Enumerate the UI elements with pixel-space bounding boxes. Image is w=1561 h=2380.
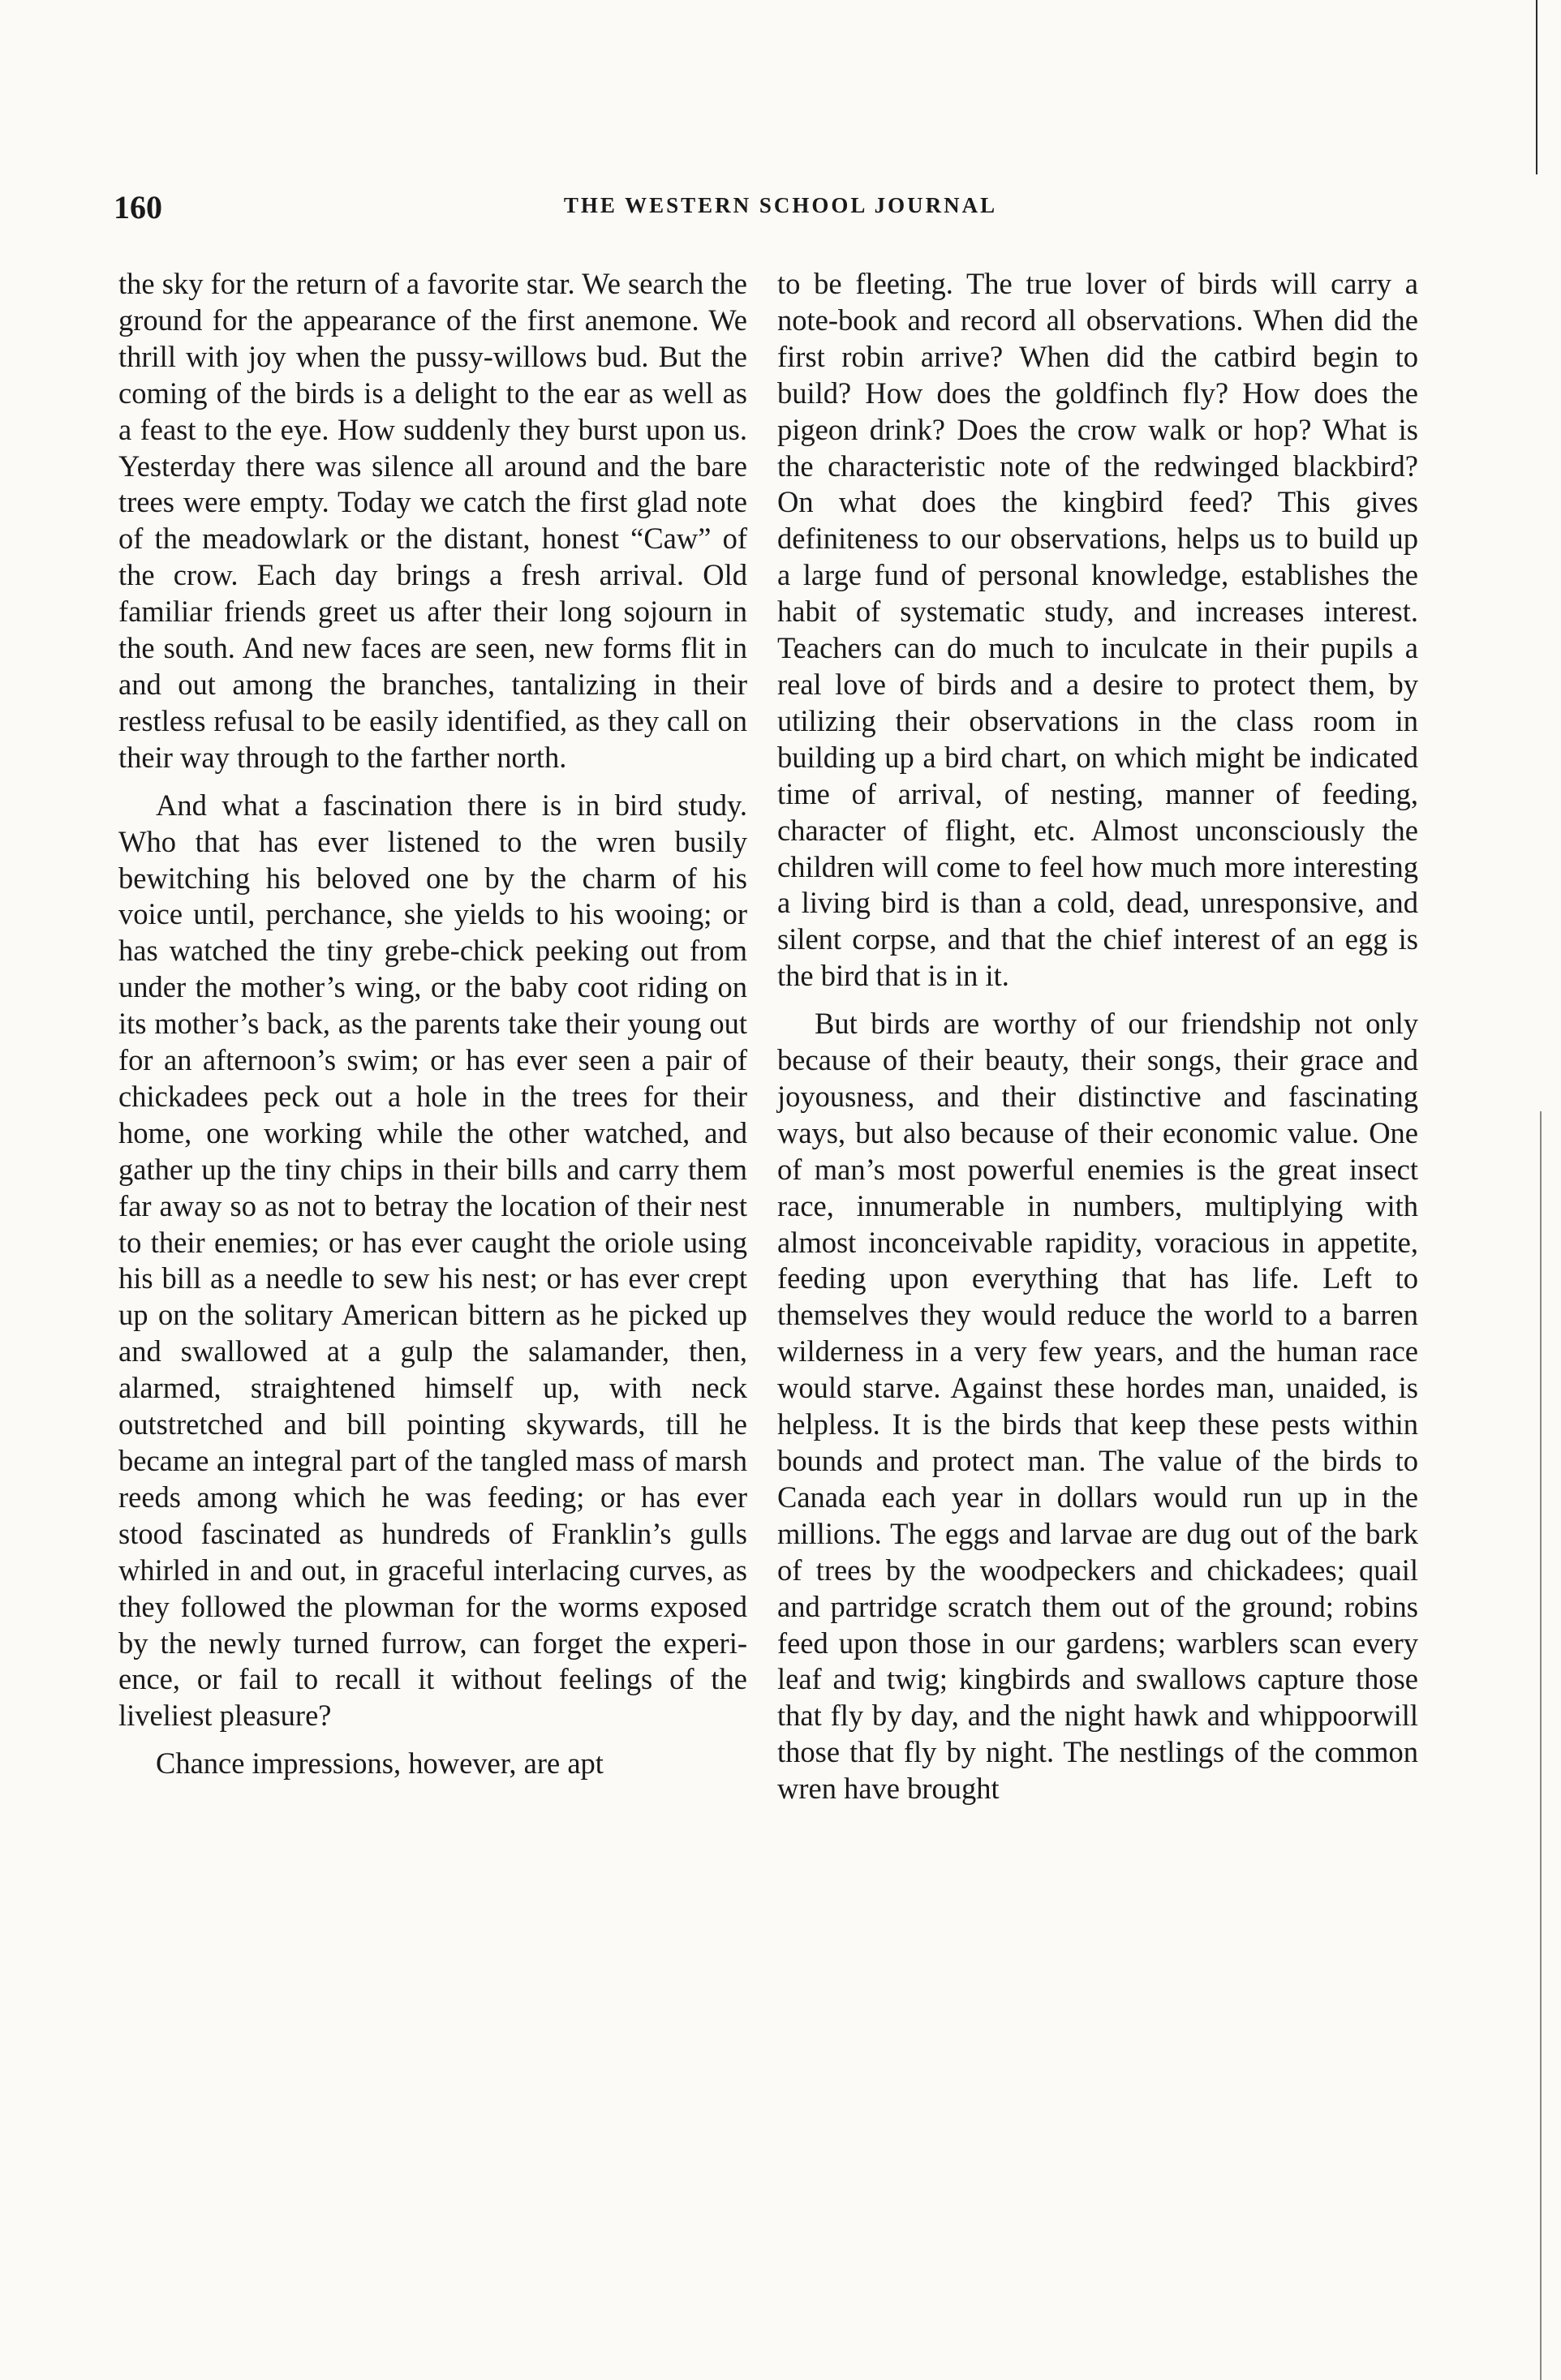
paragraph: to be fleeting. The true lover of birds will carry a note-book and record all observations. When did the first robin arrive? When did the catbird begin to build? How does the goldfinch fly? How does the pigeon drink? Does the crow walk or hop? What is the characteristic note of the redwinged blackbird? On what does the kingbird feed? This gives definiteness to our observations, helps us to build up a large fund of personal knowledge, establishes the habit of systematic study, and increases interest. Teachers can do much to inculcate in their pupils a real love of birds and a desire to protect them, by utilizing their observations in the class room in building up a bird chart, on which might be indicated time of arrival, of nesting, manner of feeding, character of flight, etc. Almost unconsciously the children will come to feel how much more interesting a living bird is than a cold, dead, unresponsive, and silent corpse, and that the chief interest of an egg is the bird that is in it. — [777, 267, 1418, 993]
scan-edge-line-bottom — [1540, 1111, 1542, 2380]
running-title: THE WESTERN SCHOOL JOURNAL — [563, 193, 998, 217]
right-column — [777, 266, 1418, 1807]
page-number: 160 — [114, 189, 162, 226]
left-column — [118, 266, 747, 1782]
paragraph: But birds are worthy of our friendship not only because of their beauty, their songs, their grace and joyousness, and their distinctive and fascinating ways, but also because of their economic value. One of man’s most powerful enemies is the great insect race, innumerable in numbers, multiplying with almost inconceivable rapidity, voracious in appetite, feeding upon everything that has life. Left to themselves they would reduce the world to a barren wilderness in a very few years, and the human race would starve. Against these hordes man, unaided, is helpless. It is the birds that keep these pests within bounds and protect man. The value of the birds to Canada each year in dollars would run up in the millions. The eggs and larvae are dug out of the bark of trees by the woodpeckers and chickadees; quail and partridge scratch them out of the ground; robins feed upon those in our gardens; warblers scan every leaf and twig; kingbirds and swallows capture those that fly by day, and the night hawk and whippoorwill those that fly by night. The nestlings of the common wren have brought — [777, 1007, 1418, 1806]
paragraph: the sky for the return of a favorite star. We search the ground for the appearance of the first anemone. We thrill with joy when the pussy-willows bud. But the coming of the birds is a delight to the ear as well as a feast to the eye. How suddenly they burst upon us. Yesterday there was silence all around and the bare trees were empty. Today we catch the first glad note of the meadowlark or the distant, honest “Caw” of the crow. Each day brings a fresh arrival. Old familiar friends greet us after their long sojourn in the south. And new faces are seen, new forms flit in and out among the branches, tantalizing in their restless refusal to be easily identified, as they call on their way through to the farther north. — [118, 267, 747, 774]
scan-edge-line-top — [1536, 0, 1537, 174]
paragraph: Chance impressions, however, are apt — [156, 1746, 604, 1781]
paragraph: And what a fascination there is in bird study. Who that has ever listened to the wren busily bewitching his beloved one by the charm of his voice until, perchance, she yields to his wooing; or has watched the tiny grebe-chick peeking out from under the mother’s wing, or the baby coot riding on its mother’s back, as the parents take their young out for an afternoon’s swim; or has ever seen a pair of chickadees peck out a hole in the trees for their home, one working while the other watched, and gather up the tiny chips in their bills and carry them far away so as not to betray the location of their nest to their enemies; or has ever caught the oriole using his bill as a needle to sew his nest; or has ever crept up on the solitary American bittern as he picked up and swallowed at a gulp the salamander, then, alarmed, straightened himself up, with neck outstretched and bill pointing skywards, till he became an integral part of the tangled mass of marsh reeds among which he was feeding; or has ever stood fascinated as hundreds of Franklin’s gulls whirled in and out, in graceful interlacing curves, as they followed the plowman for the worms exposed by the newly turned furrow, can forget the experience, or fail to recall it without feelings of the liveliest pleasure? — [118, 788, 747, 1733]
